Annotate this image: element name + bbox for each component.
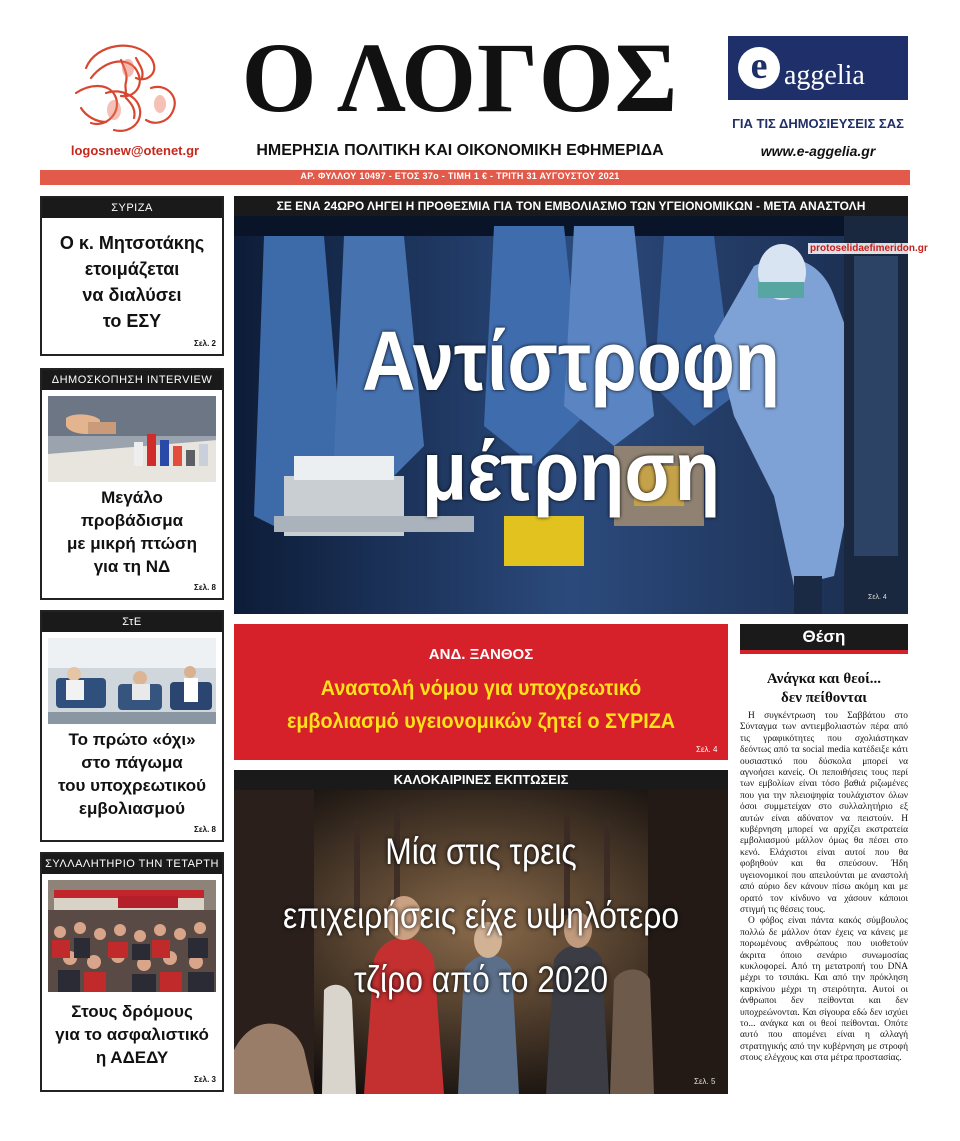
sidebar-story-council[interactable] <box>40 610 224 842</box>
sidebar-story-label: ΔΗΜΟΣΚΟΠΗΣΗ INTERVIEW <box>42 370 222 390</box>
masthead <box>0 0 960 196</box>
opinion-title[interactable]: Ανάγκα και θεοί... δεν πείθονται <box>766 671 882 706</box>
red-story-headline: Αναστολή νόμου για υποχρεωτικό εμβολιασμό υγειονομικών ζητεί ο ΣΥΡΙΖΑ <box>286 677 676 733</box>
opinion-section-label: Θέση <box>740 624 908 650</box>
page-reference: Σελ. 8 <box>194 583 216 592</box>
bottom-story-headline: Μία στις τρεις επιχειρήσεις είχε υψηλότερο τζίρο από το 2020 <box>282 831 680 1000</box>
opinion-divider <box>740 650 908 654</box>
sidebar-story-headline: Μεγάλο προβάδισμα με μικρή πτώση για τη ΝΔ <box>67 488 197 576</box>
sidebar-story-poll[interactable] <box>40 368 224 600</box>
protest-crowd-photo <box>48 880 216 992</box>
vaccination-ward-photo <box>48 638 216 724</box>
logo-faces-icon <box>66 38 186 138</box>
ad-tagline: ΓΙΑ ΤΙΣ ΔΗΜΟΣΙΕΥΣΕΙΣ ΣΑΣ <box>732 116 904 131</box>
page-reference: Σελ. 5 <box>694 1077 716 1086</box>
sidebar-story-headline: Στους δρόμους για το ασφαλιστικό η ΑΔΕΔΥ <box>55 1002 209 1067</box>
contact-email[interactable]: logosnew@otenet.gr <box>70 143 200 158</box>
sidebar-story-adedy[interactable] <box>40 852 224 1092</box>
red-story-kicker: ΑΝΔ. ΞΑΝΘΟΣ <box>428 646 534 663</box>
issue-info: ΑΡ. ΦΥΛΛΟΥ 10497 - ΕΤΟΣ 37ο - ΤΙΜΗ 1 € - ΤΡΙΤΗ 31 ΑΥΓΟΥΣΤΟΥ 2021 <box>300 171 620 181</box>
sidebar-story-label: ΣτΕ <box>42 612 222 632</box>
page-reference: Σελ. 2 <box>194 339 216 348</box>
poll-chart-photo <box>48 396 216 482</box>
opinion-body <box>740 711 908 1065</box>
top-story-kicker: ΣΕ ΕΝΑ 24ΩΡΟ ΛΗΓΕΙ Η ΠΡΟΘΕΣΜΙΑ ΓΙΑ ΤΟΝ ΕΜΒΟΛΙΑΣΜΟ ΤΩΝ ΥΓΕΙΟΝΟΜΙΚΩΝ - ΜΕΤΑ ΑΝΑΣΤΟΛΗ <box>234 196 908 216</box>
sidebar-story-headline: Το πρώτο «όχι» στο πάγωμα του υποχρεωτικού εμβολιασμού <box>57 730 207 818</box>
newspaper-subtitle: ΗΜΕΡΗΣΙΑ ΠΟΛΙΤΙΚΗ ΚΑΙ ΟΙΚΟΝΟΜΙΚΗ ΕΦΗΜΕΡΙΔΑ <box>256 142 664 159</box>
sidebar-story-syriza[interactable] <box>40 196 224 356</box>
sidebar-story-headline: Ο κ. Μητσοτάκης ετοιμάζεται να διαλύσει το ΕΣΥ <box>59 233 205 331</box>
newspaper-title: Ο ΛΟΓΟΣ <box>241 22 679 133</box>
eaggelia-logo-letter: e <box>738 47 780 89</box>
page-reference: Σελ. 4 <box>868 594 887 601</box>
page-reference: Σελ. 3 <box>194 1075 216 1084</box>
opinion-paragraph: Ο φόβος είναι πάντα κακός σύμβουλος πολλώ δε μάλλον όταν έχεις να κάνεις με πορωμένους ανθρώπους που υιοθετούν άκριτα όποιο σενάριο συνωμοσίας κυκλοφορεί. Από τη μετατροπή του DNA μέχρι το τσιπάκι. Και από την πρόκληση καρκίνου μέχρι τη στειρότητα. Αυτοί οι άνθρωποι δεν πείθονται και δεν υποχρεώνονται. Και σίγουρα εδώ δεν ισχύει το... ανάγκα και οι θεοί πείθονται. Οπότε αυτό που απομένει είναι η αλλαγή στρατηγικής από την κυβέρνηση με στροφή στους ελέγχους και στα μέτρα προστασίας. <box>740 916 908 1064</box>
sidebar-story-label: ΣΥΛΛΑΛΗΤΗΡΙΟ ΤΗΝ ΤΕΤΑΡΤΗ <box>42 854 222 874</box>
page-reference: Σελ. 4 <box>696 745 718 754</box>
page-reference: Σελ. 8 <box>194 825 216 834</box>
opinion-paragraph: Η συγκέντρωση του Σαββάτου στο Σύνταγμα των αντιεμβολιαστών πέρα από τις γραφικότητες που σχολιάστηκαν δεόντως από τα social media κατέδειξε κάτι ουσιαστικό που δύσκολα μπορεί να αγνοήσει κανείς. Οι πεποιθήσεις τους περί των εμβολίων είναι τόσο βαθιά ριζωμένες που για την πλειοψηφία τουλάχιστον όλων όσοι συμμετείχαν στο συλλαλητήριο εξ αυτών είναι αδύνατον να πειστούν. Η κυβέρνηση μπορεί να αρχίζει εκστρατεία εμβολιασμού μάλλον όμως θα πέσει στο κενό. Ελάχιστοι είναι αυτοί που θα φοβηθούν και θα σπεύσουν. Ήδη υγειονομικοί που απειλούνται με αναστολή από αύριο δεν κάνουν πίσω ακόμη και με ορατό τον κίνδυνο να χάσουν κάποιοι στιγμή τις θέσεις τους. <box>740 711 908 915</box>
source-watermark: protoselidaefimeridon.gr <box>810 243 928 254</box>
bottom-story-kicker: ΚΑΛΟΚΑΙΡΙΝΕΣ ΕΚΠΤΩΣΕΙΣ <box>234 770 728 790</box>
sidebar-story-label: ΣΥΡΙΖΑ <box>42 198 222 218</box>
ad-url[interactable]: www.e-aggelia.gr <box>760 143 876 159</box>
eaggelia-logo-word: aggelia <box>784 60 865 91</box>
top-story-headline: Αντίστροφη μέτρηση <box>362 314 780 518</box>
